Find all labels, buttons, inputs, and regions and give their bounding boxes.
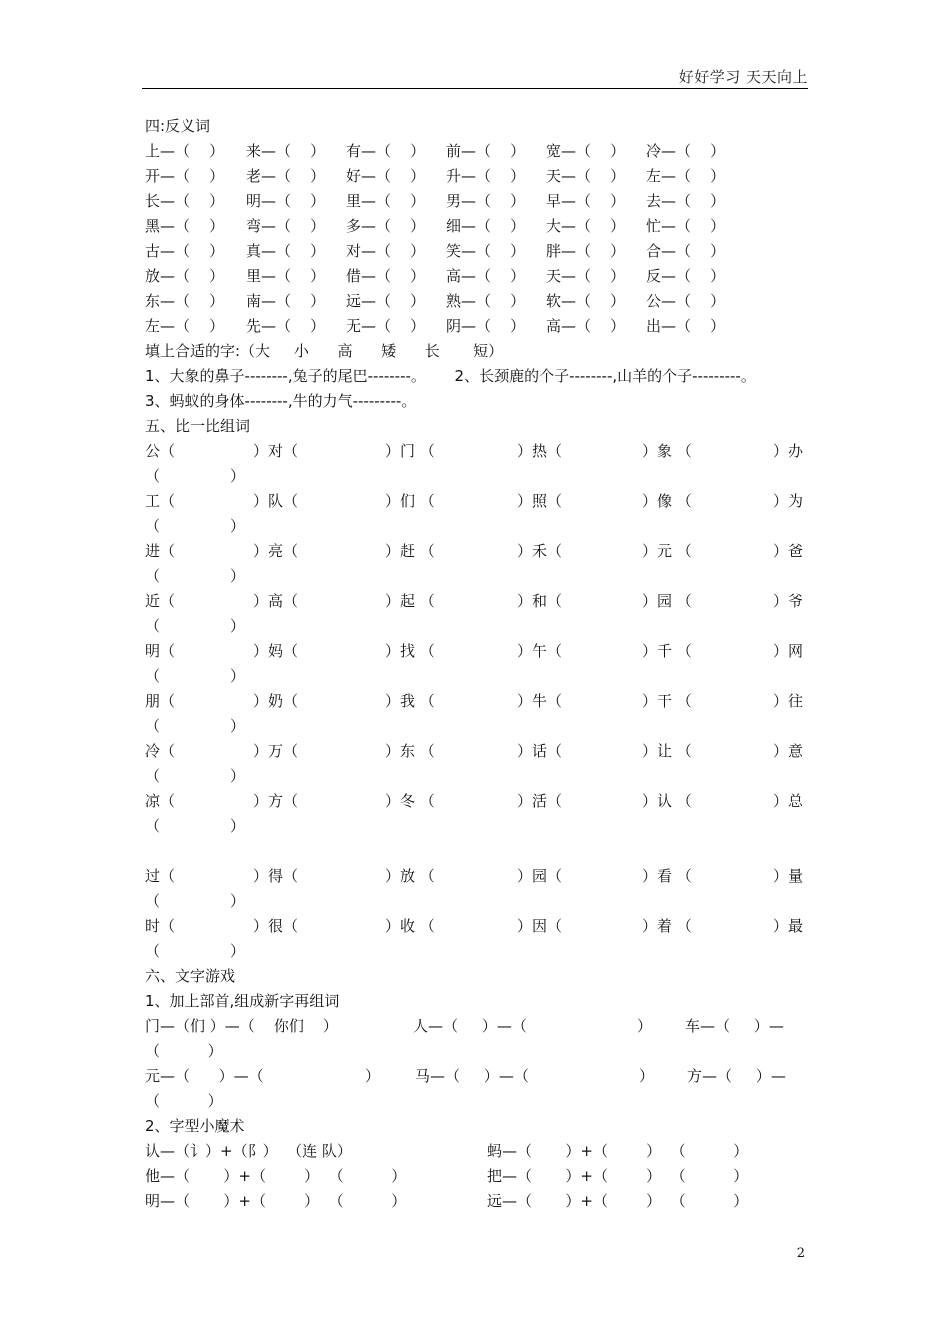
antonym-item: 左—（ ） [145, 317, 225, 335]
antonym-item: 古—（ ） [145, 242, 225, 260]
compare-row [145, 539, 807, 564]
radical-row-part: 人—（ ）—（ [413, 1017, 527, 1035]
compare-item: 过（ [145, 867, 176, 885]
compare-item: ） [230, 767, 246, 785]
compare-item: ）网 [773, 642, 804, 660]
antonym-item: 对—（ ） [346, 242, 426, 260]
compare-item: 明（ [145, 642, 176, 660]
radical-row-part: ） [639, 1067, 655, 1085]
compare-row-wrap [145, 939, 807, 964]
antonym-item: 早—（ ） [546, 192, 626, 210]
header-rule [142, 88, 808, 89]
antonym-item: 男—（ ） [446, 192, 526, 210]
compare-row [145, 589, 807, 614]
compare-item: ）因（ [517, 917, 563, 935]
compare-item: ）元 （ [642, 542, 692, 560]
radical-row-wrap: （ ） [145, 1092, 223, 1110]
antonym-row [145, 189, 807, 214]
section-title-word-game: 六、文字游戏 [145, 967, 236, 985]
antonym-item: 老—（ ） [246, 167, 326, 185]
compare-row [145, 789, 807, 814]
antonym-item: 去—（ ） [646, 192, 726, 210]
antonym-item: 先—（ ） [246, 317, 326, 335]
radical-row-part: 门—（们 ）—（ 你们 ） [145, 1017, 338, 1035]
compare-item: ）看 （ [642, 867, 692, 885]
fill-words-q1: 1、大象的鼻子--------,兔子的尾巴--------。 2、长颈鹿的个子--------,山羊的个子---------。 [145, 367, 756, 385]
compare-item: ）东 （ [385, 742, 435, 760]
compare-item: ）午（ [517, 642, 563, 660]
antonym-item: 软—（ ） [546, 292, 626, 310]
antonym-row [145, 289, 807, 314]
antonym-table [145, 139, 807, 339]
compare-item: ） [230, 567, 246, 585]
compare-item: ）往 [773, 692, 804, 710]
antonym-row [145, 139, 807, 164]
compare-item: ）妈（ [253, 642, 299, 660]
compare-item: ）意 [773, 742, 804, 760]
compare-item: ）爷 [773, 592, 804, 610]
antonym-row [145, 264, 807, 289]
magic-row [145, 1189, 807, 1214]
compare-item: （ [145, 467, 161, 485]
section-title-compare: 五、比一比组词 [145, 417, 251, 435]
fill-words-q2: 3、蚂蚁的身体--------,牛的力气---------。 [145, 392, 417, 410]
fill-words-title: 填上合适的字:（大 小 高 矮 长 短） [145, 342, 504, 360]
compare-item: ）们 （ [385, 492, 435, 510]
antonym-item: 开—（ ） [145, 167, 225, 185]
magic-row-part: 远—（ ）+（ ） （ ） [487, 1192, 749, 1210]
radical-row-part: ） [365, 1067, 381, 1085]
magic-row-part: 他—（ ）+（ ） （ ） [145, 1167, 407, 1185]
compare-item: ） [230, 717, 246, 735]
antonym-item: 黑—（ ） [145, 217, 225, 235]
compare-item: （ [145, 667, 161, 685]
magic-row-part: 认—（讠）+（阝） （连 队） [145, 1142, 352, 1160]
antonym-item: 里—（ ） [246, 267, 326, 285]
radical-row [145, 1064, 807, 1089]
compare-item: ）让 （ [642, 742, 692, 760]
compare-item: ）放 （ [385, 867, 435, 885]
magic-row-part: 把—（ ）+（ ） （ ） [487, 1167, 749, 1185]
compare-row-wrap [145, 714, 807, 739]
page-header-text: 好好学习 天天向上 [678, 68, 808, 86]
compare-item: ）奶（ [253, 692, 299, 710]
blank-line [145, 839, 807, 864]
compare-item: ）园（ [517, 867, 563, 885]
radical-row [145, 1014, 807, 1039]
compare-item: ）认 （ [642, 792, 692, 810]
magic-row [145, 1139, 807, 1164]
antonym-item: 阴—（ ） [446, 317, 526, 335]
antonym-item: 天—（ ） [546, 167, 626, 185]
compare-row-wrap [145, 664, 807, 689]
antonym-row [145, 314, 807, 339]
compare-item: ）话（ [517, 742, 563, 760]
compare-item: （ [145, 717, 161, 735]
compare-item: ）象 （ [642, 442, 692, 460]
compare-item: ）活（ [517, 792, 563, 810]
word-game-sub2: 2、字型小魔术 [145, 1117, 245, 1135]
compare-row-wrap [145, 514, 807, 539]
compare-row-wrap [145, 564, 807, 589]
antonym-item: 合—（ ） [646, 242, 726, 260]
compare-table [145, 439, 807, 964]
antonym-item: 有—（ ） [346, 142, 426, 160]
compare-row-wrap [145, 464, 807, 489]
antonym-item: 上—（ ） [145, 142, 225, 160]
compare-row [145, 864, 807, 889]
compare-item: ）为 [773, 492, 804, 510]
magic-row-part: 明—（ ）+（ ） （ ） [145, 1192, 407, 1210]
compare-item: ） [230, 892, 246, 910]
compare-row [145, 489, 807, 514]
compare-item: ）着 （ [642, 917, 692, 935]
compare-item: ）方（ [253, 792, 299, 810]
compare-item: ）最 [773, 917, 804, 935]
compare-row [145, 914, 807, 939]
antonym-item: 东—（ ） [145, 292, 225, 310]
antonym-item: 前—（ ） [446, 142, 526, 160]
antonym-row [145, 214, 807, 239]
antonym-row [145, 239, 807, 264]
antonym-item: 真—（ ） [246, 242, 326, 260]
compare-item: ）干 （ [642, 692, 692, 710]
compare-item: ）收 （ [385, 917, 435, 935]
compare-item: 时（ [145, 917, 176, 935]
compare-item: （ [145, 817, 161, 835]
compare-item: （ [145, 567, 161, 585]
compare-item: （ [145, 767, 161, 785]
radical-row-part: 马—（ ）—（ [415, 1067, 529, 1085]
compare-item: ）千 （ [642, 642, 692, 660]
compare-item: ）门 （ [385, 442, 435, 460]
compare-row [145, 439, 807, 464]
compare-item: ） [230, 617, 246, 635]
compare-item: ）得（ [253, 867, 299, 885]
antonym-item: 熟—（ ） [446, 292, 526, 310]
compare-item: ）赶 （ [385, 542, 435, 560]
compare-item: （ [145, 892, 161, 910]
compare-item: 公（ [145, 442, 176, 460]
antonym-item: 高—（ ） [446, 267, 526, 285]
compare-item: ）我 （ [385, 692, 435, 710]
compare-item: ）万（ [253, 742, 299, 760]
antonym-item: 忙—（ ） [646, 217, 726, 235]
compare-item: ） [230, 667, 246, 685]
antonym-item: 公—（ ） [646, 292, 726, 310]
compare-item: ） [230, 817, 246, 835]
compare-item: 凉（ [145, 792, 176, 810]
compare-row [145, 739, 807, 764]
compare-item: 工（ [145, 492, 176, 510]
antonym-item: 出—（ ） [646, 317, 726, 335]
antonym-item: 来—（ ） [246, 142, 326, 160]
compare-item: ） [230, 942, 246, 960]
compare-item: ）高（ [253, 592, 299, 610]
antonym-item: 里—（ ） [346, 192, 426, 210]
compare-item: ）队（ [253, 492, 299, 510]
compare-row-wrap [145, 614, 807, 639]
compare-item: ）亮（ [253, 542, 299, 560]
antonym-item: 明—（ ） [246, 192, 326, 210]
antonym-item: 南—（ ） [246, 292, 326, 310]
compare-item: ） [230, 517, 246, 535]
compare-item: ）爸 [773, 542, 804, 560]
compare-row [145, 689, 807, 714]
radical-row-part: ） [637, 1017, 653, 1035]
antonym-item: 细—（ ） [446, 217, 526, 235]
compare-item: ）和（ [517, 592, 563, 610]
compare-item: 近（ [145, 592, 176, 610]
antonym-item: 远—（ ） [346, 292, 426, 310]
antonym-item: 反—（ ） [646, 267, 726, 285]
compare-item: 朋（ [145, 692, 176, 710]
compare-item: （ [145, 517, 161, 535]
compare-item: ）牛（ [517, 692, 563, 710]
compare-item: ）总 [773, 792, 804, 810]
compare-item: （ [145, 942, 161, 960]
compare-item: 冷（ [145, 742, 176, 760]
compare-item: ）热（ [517, 442, 563, 460]
antonym-item: 大—（ ） [546, 217, 626, 235]
compare-item: ）园 （ [642, 592, 692, 610]
antonym-item: 好—（ ） [346, 167, 426, 185]
compare-item: （ [145, 617, 161, 635]
word-game-sub1: 1、加上部首,组成新字再组词 [145, 992, 340, 1010]
compare-row-wrap [145, 764, 807, 789]
antonym-item: 无—（ ） [346, 317, 426, 335]
compare-item: ）很（ [253, 917, 299, 935]
radical-row-part: 元—（ ）—（ [145, 1067, 264, 1085]
compare-row-wrap [145, 889, 807, 914]
magic-row-part: 蚂—（ ）+（ ） （ ） [487, 1142, 749, 1160]
compare-item: ）冬 （ [385, 792, 435, 810]
antonym-item: 高—（ ） [546, 317, 626, 335]
magic-row [145, 1164, 807, 1189]
antonym-item: 长—（ ） [145, 192, 225, 210]
compare-item: ） [230, 467, 246, 485]
compare-item: 进（ [145, 542, 176, 560]
compare-item: ）量 [773, 867, 804, 885]
compare-item: ）对（ [253, 442, 299, 460]
compare-item: ）办 [773, 442, 804, 460]
antonym-row [145, 164, 807, 189]
antonym-item: 天—（ ） [546, 267, 626, 285]
compare-item: ）像 （ [642, 492, 692, 510]
compare-row [145, 639, 807, 664]
radical-row-wrap: （ ） [145, 1042, 223, 1060]
antonym-item: 放—（ ） [145, 267, 225, 285]
compare-item: ）起 （ [385, 592, 435, 610]
antonym-item: 胖—（ ） [546, 242, 626, 260]
page-number: 2 [796, 1246, 805, 1261]
radical-row-part: 车—（ ）— [685, 1017, 784, 1035]
compare-item: ）禾（ [517, 542, 563, 560]
compare-item: ）照（ [517, 492, 563, 510]
antonym-item: 弯—（ ） [246, 217, 326, 235]
section-title-antonyms: 四:反义词 [145, 117, 211, 135]
antonym-item: 多—（ ） [346, 217, 426, 235]
antonym-item: 笑—（ ） [446, 242, 526, 260]
radical-row-part: 方—（ ）— [687, 1067, 786, 1085]
antonym-item: 借—（ ） [346, 267, 426, 285]
compare-item: ）找 （ [385, 642, 435, 660]
compare-row-wrap [145, 814, 807, 839]
antonym-item: 升—（ ） [446, 167, 526, 185]
antonym-item: 宽—（ ） [546, 142, 626, 160]
antonym-item: 左—（ ） [646, 167, 726, 185]
antonym-item: 冷—（ ） [646, 142, 726, 160]
worksheet-content [145, 114, 807, 1214]
